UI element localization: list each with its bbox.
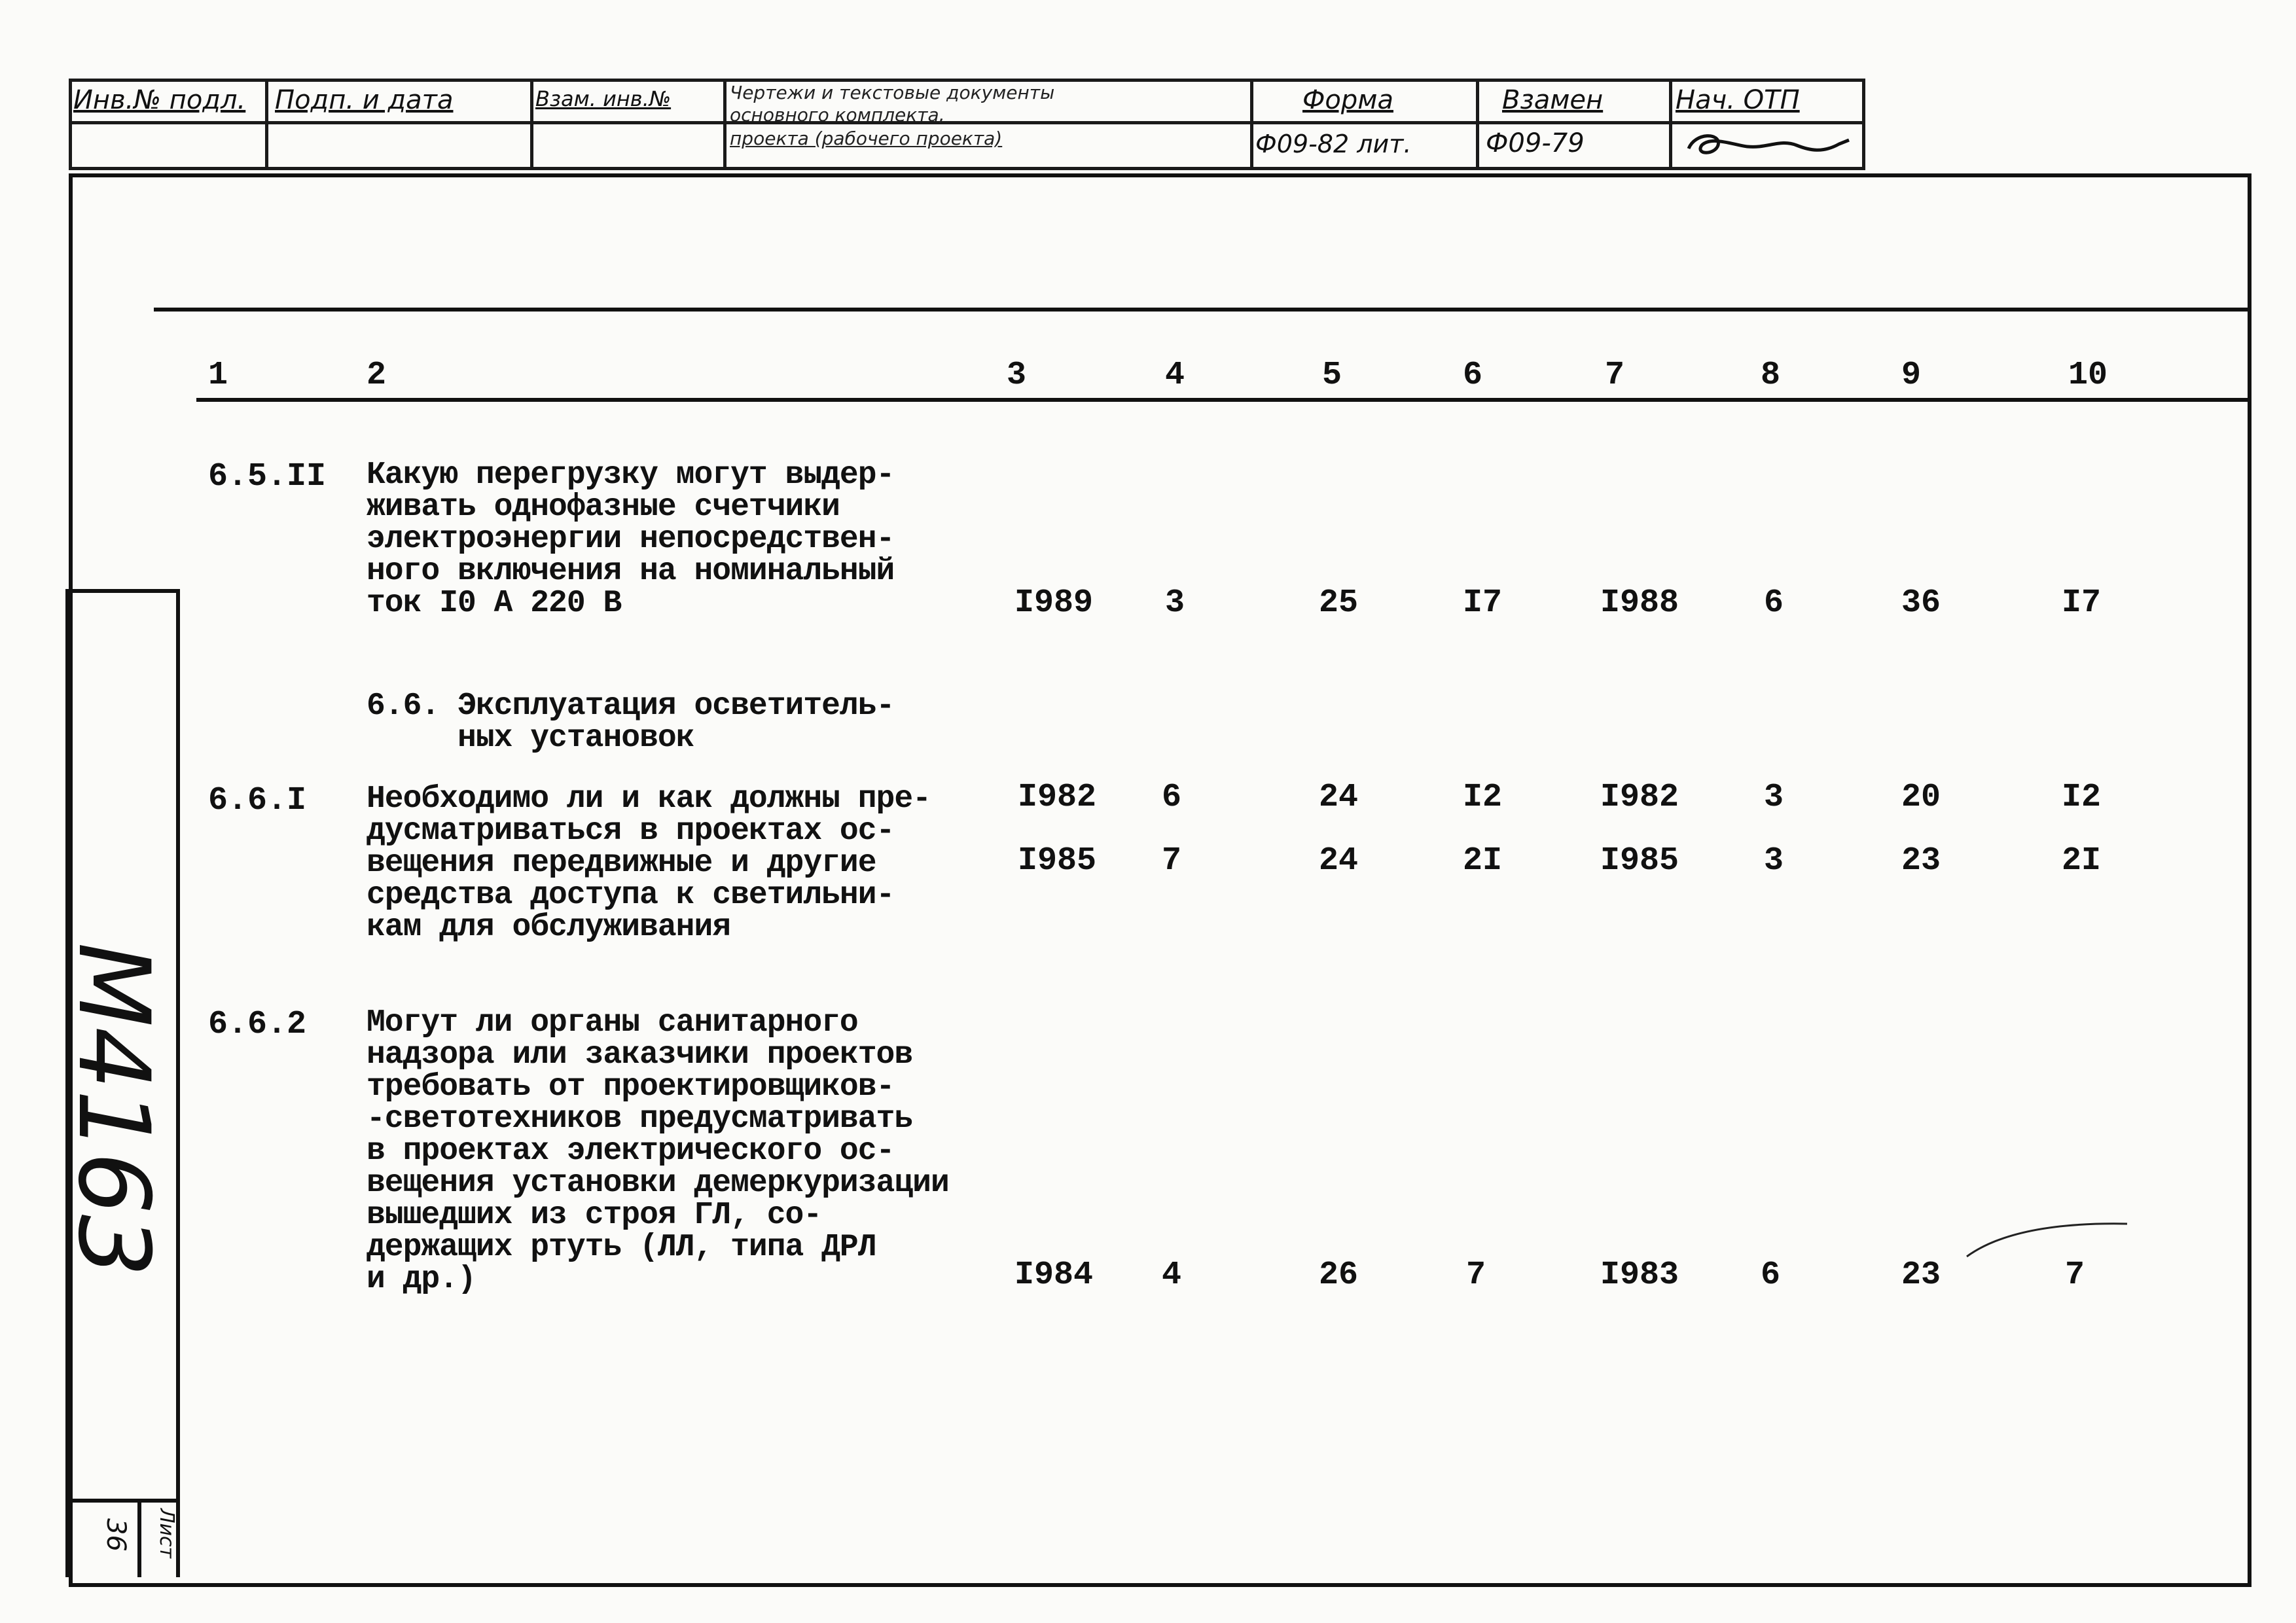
- stamp-value-form: Ф09-82 лит.: [1255, 130, 1412, 158]
- value-col6: I2: [1462, 779, 1502, 816]
- signature-icon: [1682, 126, 1859, 165]
- value-col6: 7: [1465, 1257, 1486, 1294]
- handwritten-doc-number: М4163: [56, 942, 170, 1277]
- stamp-label-head-otp: Нач. ОТП: [1676, 85, 1800, 115]
- column-number-1: 1: [208, 357, 228, 394]
- value-col6: I7: [1462, 584, 1502, 622]
- binding-strip-divider: [65, 1499, 180, 1503]
- value-col10: I7: [2061, 584, 2101, 622]
- value-col8: 6: [1763, 584, 1784, 622]
- column-number-8: 8: [1761, 357, 1781, 394]
- value-col4: 3: [1164, 584, 1185, 622]
- value-col9: 23: [1901, 1257, 1941, 1294]
- item-text: Какую перегрузку могут выдер- живать однофазные счетчики электроэнергии непосредствен- ного включения на номинальный ток I0 А 220 В: [367, 457, 895, 621]
- stamp-label-replaces: Взамен: [1502, 85, 1604, 115]
- stamp-label-docs-1: Чертежи и текстовые документы: [730, 82, 1055, 103]
- value-col3: I984: [1014, 1257, 1094, 1294]
- value-col5: 24: [1318, 842, 1358, 880]
- value-col8: 3: [1763, 779, 1784, 816]
- column-number-6: 6: [1463, 357, 1483, 394]
- value-col10: 7: [2064, 1257, 2085, 1294]
- value-col3: I985: [1017, 842, 1097, 880]
- value-col10: I2: [2061, 779, 2101, 816]
- item-text: Могут ли органы санитарного надзора или заказчики проектов требовать от проектировщиков- -светотехников предусматривать в проектах электрического ос- вещения установки демеркуризации вышедших из строя ГЛ, со- держащих ртуть (ЛЛ, типа ДРЛ и др.): [367, 1005, 949, 1297]
- value-col9: 36: [1901, 584, 1941, 622]
- column-number-10: 10: [2068, 357, 2108, 394]
- value-col9: 20: [1901, 779, 1941, 816]
- sheet-label: Лист: [155, 1508, 178, 1559]
- value-col4: 7: [1161, 842, 1181, 880]
- item-number: 6.6.2: [208, 1006, 307, 1043]
- item-number: 6.6.I: [208, 782, 307, 819]
- value-col8: 3: [1763, 842, 1784, 880]
- stamp-label-inv-no: Инв.№ подл.: [73, 85, 246, 115]
- column-number-3: 3: [1007, 357, 1027, 394]
- item-text: Необходимо ли и как должны пре- дусматриваться в проектах ос- вещения передвижные и другие средства доступа к светильни- кам для обслуживания: [367, 781, 931, 945]
- binding-strip-vdivider: [137, 1499, 141, 1577]
- value-col4: 4: [1161, 1257, 1181, 1294]
- value-col8: 6: [1760, 1257, 1780, 1294]
- column-number-5: 5: [1322, 357, 1342, 394]
- column-number-7: 7: [1605, 357, 1625, 394]
- stamp-row-divider: [69, 121, 1865, 124]
- value-col7: I988: [1600, 584, 1679, 622]
- stamp-label-form: Форма: [1302, 85, 1393, 115]
- column-number-9: 9: [1901, 357, 1922, 394]
- item-number: 6.5.II: [208, 458, 327, 495]
- value-col5: 24: [1318, 779, 1358, 816]
- value-col10: 2I: [2061, 842, 2101, 880]
- sheet-number: 36: [101, 1518, 131, 1552]
- value-col3: I989: [1014, 584, 1094, 622]
- table-top-rule: [154, 308, 2248, 312]
- stamp-label-docs-3: проекта (рабочего проекта): [730, 128, 1003, 149]
- value-col5: 26: [1318, 1257, 1358, 1294]
- stamp-label-docs-2: основного комплекта,: [730, 104, 945, 126]
- value-col5: 25: [1318, 584, 1358, 622]
- column-number-4: 4: [1165, 357, 1185, 394]
- value-col7: I983: [1600, 1257, 1679, 1294]
- value-col3: I982: [1017, 779, 1097, 816]
- table-header-rule: [196, 398, 2248, 402]
- value-col7: I982: [1600, 779, 1679, 816]
- stamp-value-replaces: Ф09-79: [1486, 128, 1585, 158]
- value-col6: 2I: [1462, 842, 1502, 880]
- value-col4: 6: [1161, 779, 1181, 816]
- value-col9: 23: [1901, 842, 1941, 880]
- section-heading: 6.6. Эксплуатация осветитель- ных установок: [367, 688, 895, 756]
- stamp-label-signature-date: Подп. и дата: [275, 85, 454, 115]
- stamp-label-replace-inv: Взам. инв.№: [535, 86, 672, 111]
- value-col7: I985: [1600, 842, 1679, 880]
- column-number-2: 2: [367, 357, 387, 394]
- pen-mark-icon: [1964, 1217, 2134, 1263]
